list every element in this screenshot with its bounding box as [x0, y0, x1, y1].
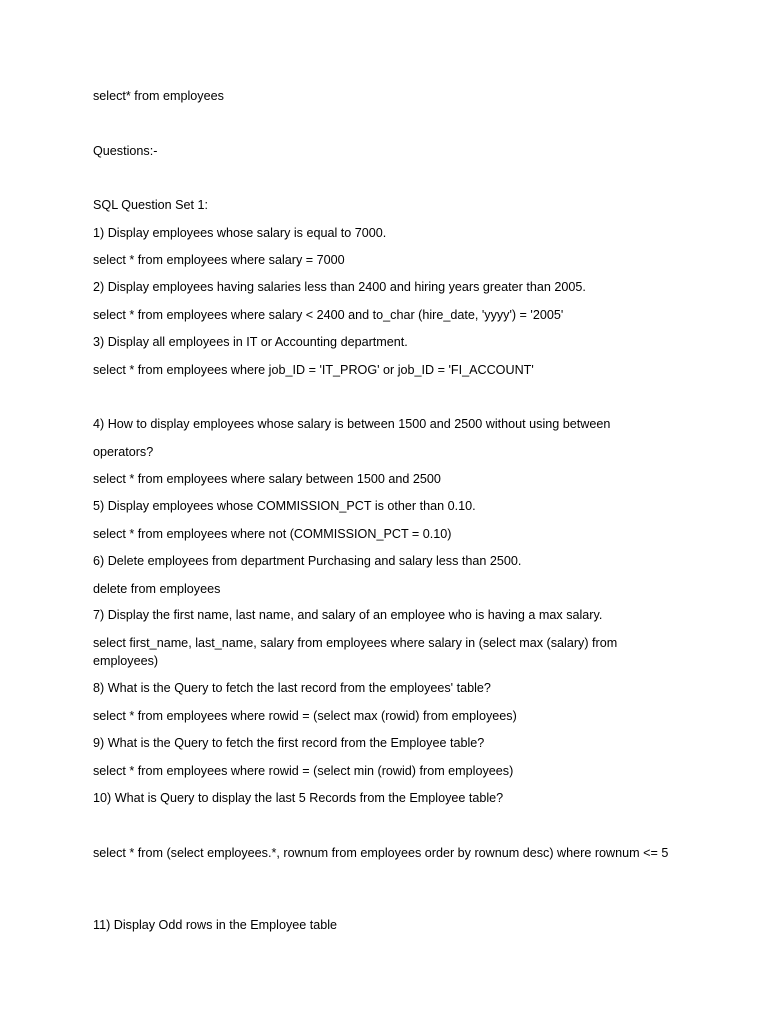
query-line: select first_name, last_name, salary from employees where salary in (select max (salary) from employees) [93, 636, 618, 668]
query-line: select * from employees where job_ID = 'IT_PROG' or job_ID = 'FI_ACCOUNT' [93, 363, 534, 377]
question-line: 7) Display the first name, last name, and salary of an employee who is having a max salary. [93, 608, 603, 622]
query-line: select * from employees where not (COMMISSION_PCT = 0.10) [93, 527, 452, 541]
query-line: select * from employees where salary between 1500 and 2500 [93, 472, 441, 486]
question-line: 10) What is Query to display the last 5 Records from the Employee table? [93, 791, 504, 805]
query-line: select * from employees where salary = 7000 [93, 253, 345, 267]
text-line: select* from employees [93, 89, 224, 103]
question-line: 6) Delete employees from department Purchasing and salary less than 2500. [93, 554, 522, 568]
question-line: 4) How to display employees whose salary is between 1500 and 2500 without using between [93, 417, 611, 431]
text-line: Questions:- [93, 144, 158, 158]
query-line: select * from (select employees.*, rownum from employees order by rownum desc) where rownum <= 5 [93, 846, 669, 860]
question-line: 8) What is the Query to fetch the last record from the employees' table? [93, 681, 491, 695]
question-line: 3) Display all employees in IT or Accounting department. [93, 335, 408, 349]
question-line: 2) Display employees having salaries less than 2400 and hiring years greater than 2005. [93, 280, 586, 294]
question-line: 5) Display employees whose COMMISSION_PCT is other than 0.10. [93, 499, 476, 513]
question-line: 1) Display employees whose salary is equal to 7000. [93, 226, 387, 240]
query-line: delete from employees [93, 582, 221, 596]
question-line: 9) What is the Query to fetch the first record from the Employee table? [93, 736, 485, 750]
query-line: select * from employees where rowid = (select max (rowid) from employees) [93, 709, 517, 723]
section-heading: SQL Question Set 1: [93, 198, 209, 212]
query-line: select * from employees where rowid = (select min (rowid) from employees) [93, 764, 514, 778]
question-line: 11) Display Odd rows in the Employee table [93, 918, 338, 932]
query-line: select * from employees where salary < 2400 and to_char (hire_date, 'yyyy') = '2005' [93, 308, 564, 322]
question-line: operators? [93, 445, 154, 459]
